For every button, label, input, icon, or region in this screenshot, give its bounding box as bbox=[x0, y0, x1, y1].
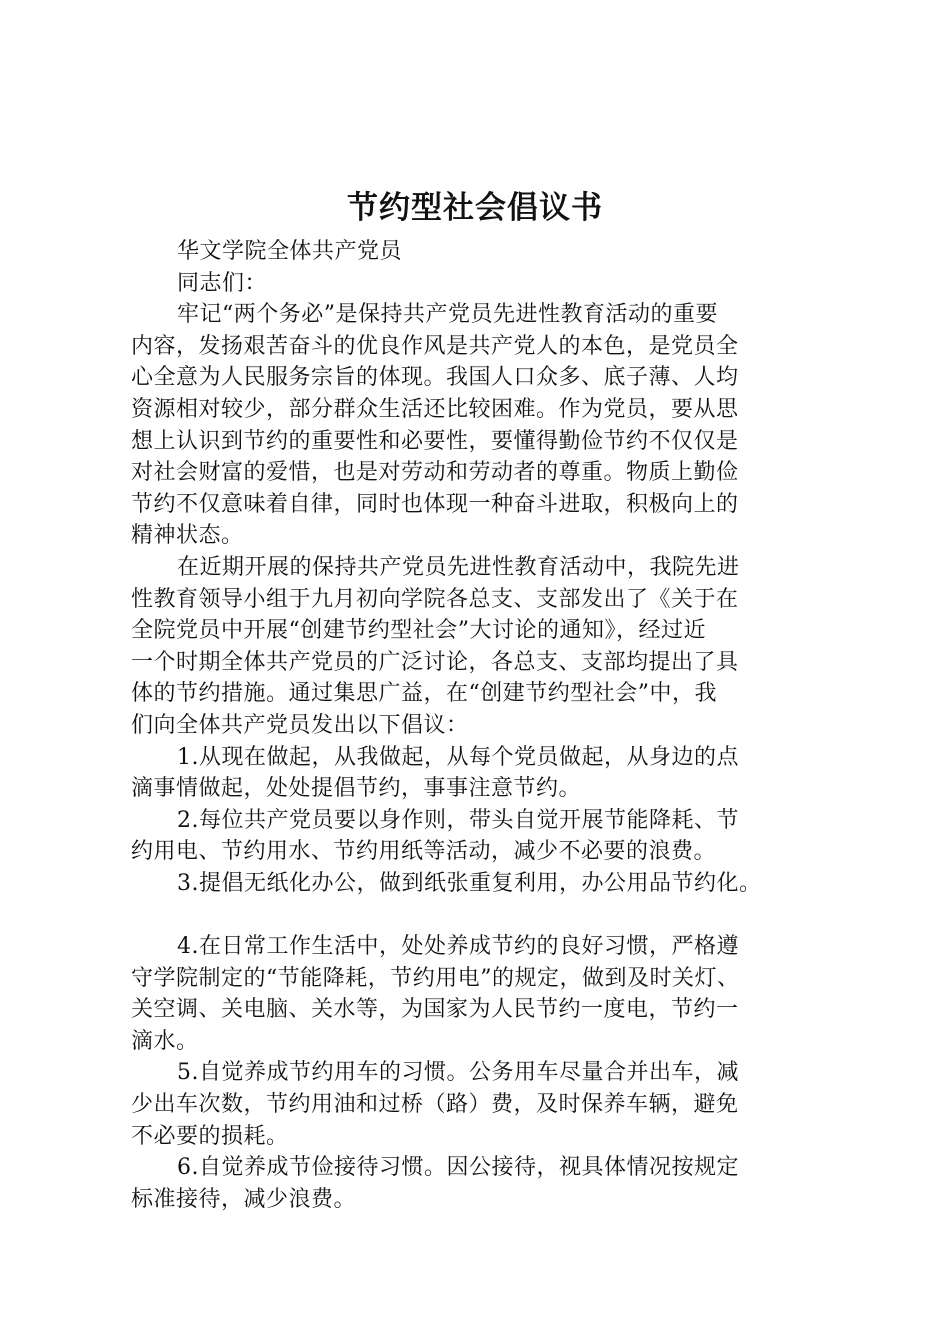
paragraph-line: 资源相对较少，部分群众生活还比较困难。作为党员，要从思 bbox=[131, 396, 739, 422]
paragraph-1 bbox=[131, 299, 833, 552]
document-body bbox=[131, 236, 833, 1215]
proposal-line: 约用电、节约用水、节约用纸等活动，减少不必要的浪费。 bbox=[131, 839, 717, 865]
proposal-item-6 bbox=[131, 1152, 833, 1215]
proposal-line: 不必要的损耗。 bbox=[131, 1123, 289, 1149]
paragraph-line: 内容，发扬艰苦奋斗的优良作风是共产党人的本色，是党员全 bbox=[131, 333, 739, 359]
proposal-item-5 bbox=[131, 1057, 833, 1152]
paragraph-line: 一个时期全体共产党员的广泛讨论，各总支、支部均提出了具 bbox=[131, 649, 739, 675]
blank-line bbox=[131, 899, 833, 931]
proposal-line: 滴事情做起，处处提倡节约，事事注意节约。 bbox=[131, 776, 582, 802]
paragraph-line: 心全意为人民服务宗旨的体现。我国人口众多、底子薄、人均 bbox=[131, 365, 739, 391]
proposal-line: 5.自觉养成节约用车的习惯。公务用车尽量合并出车，减 bbox=[177, 1060, 739, 1086]
proposal-line: 关空调、关电脑、关水等，为国家为人民节约一度电，节约一 bbox=[131, 997, 739, 1023]
proposal-line: 守学院制定的“节能降耗，节约用电”的规定，做到及时关灯、 bbox=[131, 965, 740, 991]
proposal-item-3 bbox=[131, 868, 833, 931]
proposal-line: 标准接待，减少浪费。 bbox=[131, 1186, 357, 1212]
paragraph-line: 性教育领导小组于九月初向学院各总支、支部发出了《关于在 bbox=[131, 586, 739, 612]
paragraph-line: 在近期开展的保持共产党员先进性教育活动中，我院先进 bbox=[177, 554, 740, 580]
proposal-line: 滴水。 bbox=[131, 1028, 199, 1054]
paragraph-line: 牢记“两个务必”是保持共产党员先进性教育活动的重要 bbox=[177, 302, 718, 328]
paragraph-line: 精神状态。 bbox=[131, 523, 244, 549]
proposal-item-2 bbox=[131, 805, 833, 868]
document-title: 节约型社会倡议书 bbox=[347, 190, 603, 226]
proposal-line: 2.每位共产党员要以身作则，带头自觉开展节能降耗、节 bbox=[177, 807, 739, 833]
proposal-line: 4.在日常工作生活中，处处养成节约的良好习惯，严格遵 bbox=[177, 934, 739, 960]
paragraph-line: 对社会财富的爱惜，也是对劳动和劳动者的尊重。物质上勤俭 bbox=[131, 460, 739, 486]
paragraph-line: 节约不仅意味着自律，同时也体现一种奋斗进取，积极向上的 bbox=[131, 491, 739, 517]
paragraph-line: 体的节约措施。通过集思广益，在“创建节约型社会”中，我 bbox=[131, 681, 717, 707]
paragraph-line: 全院党员中开展“创建节约型社会”大讨论的通知》，经过近 bbox=[131, 618, 706, 644]
proposal-item-1 bbox=[131, 742, 833, 805]
proposal-line: 1.从现在做起，从我做起，从每个党员做起，从身边的点 bbox=[177, 744, 739, 770]
proposal-line: 少出车次数，节约用油和过桥（路）费，及时保养车辆，避免 bbox=[131, 1092, 739, 1118]
paragraph-2 bbox=[131, 552, 833, 742]
proposal-item-4 bbox=[131, 931, 833, 1057]
proposal-line: 3.提倡无纸化办公，做到纸张重复利用，办公用品节约化。 bbox=[177, 870, 762, 896]
proposal-line: 6.自觉养成节俭接待习惯。因公接待，视具体情况按规定 bbox=[177, 1155, 739, 1181]
paragraph-line: 们向全体共产党员发出以下倡议： bbox=[131, 712, 469, 738]
greeting: 同志们： bbox=[177, 270, 268, 296]
paragraph-line: 想上认识到节约的重要性和必要性，要懂得勤俭节约不仅仅是 bbox=[131, 428, 739, 454]
addressee: 华文学院全体共产党员 bbox=[177, 239, 403, 264]
